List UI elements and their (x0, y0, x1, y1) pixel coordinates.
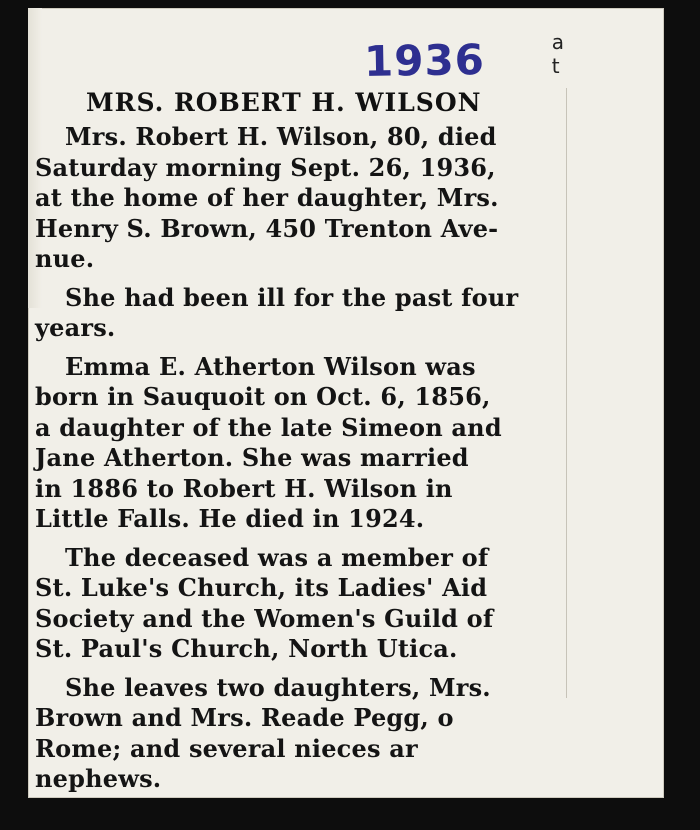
text-line: born in Sauquoit on Oct. 6, 1856, (35, 382, 491, 411)
text-line: in 1886 to Robert H. Wilson in (35, 473, 453, 503)
paragraph-memberships (35, 543, 561, 665)
text-line: Saturday morning Sept. 26, 1936, (35, 152, 496, 182)
obituary-headline: MRS. ROBERT H. WILSON (86, 88, 482, 117)
handwritten-year: 1936 (363, 34, 486, 87)
text-line: St. Luke's Church, its Ladies' Aid (35, 573, 488, 602)
text-line: Jane Atherton. She was married (35, 443, 469, 472)
text-line: She had been ill for the past four (65, 282, 519, 312)
corner-letter-top: a (551, 30, 564, 54)
text-line: She leaves two daughters, Mrs. (65, 672, 491, 702)
text-line: Rome; and several nieces ar (35, 733, 418, 763)
text-line: Henry S. Brown, 450 Trenton Ave- (35, 213, 499, 243)
column-rule (566, 88, 567, 698)
corner-letter-bottom: t (551, 54, 560, 78)
text-line: a daughter of the late Simeon and (35, 412, 502, 442)
newspaper-clipping (28, 8, 664, 798)
text-line: Mrs. Robert H. Wilson, 80, died (65, 122, 497, 151)
paragraph-illness (35, 283, 561, 344)
paragraph-death-notice (35, 122, 561, 275)
obituary-body (35, 122, 561, 795)
text-line: Society and the Women's Guild of (35, 603, 494, 633)
paragraph-biography (35, 352, 561, 535)
text-line: nephews. (35, 764, 162, 793)
text-line: The deceased was a member of (65, 542, 489, 572)
text-line: at the home of her daughter, Mrs. (35, 183, 499, 212)
paragraph-survivors (35, 673, 561, 795)
text-line: years. (35, 313, 116, 342)
text-line: nue. (35, 244, 95, 273)
text-line: St. Paul's Church, North Utica. (35, 634, 458, 663)
text-line: Brown and Mrs. Reade Pegg, o (35, 703, 454, 732)
corner-letters (552, 30, 564, 78)
text-line: Emma E. Atherton Wilson was (65, 351, 476, 381)
text-line: Little Falls. He died in 1924. (35, 504, 425, 533)
